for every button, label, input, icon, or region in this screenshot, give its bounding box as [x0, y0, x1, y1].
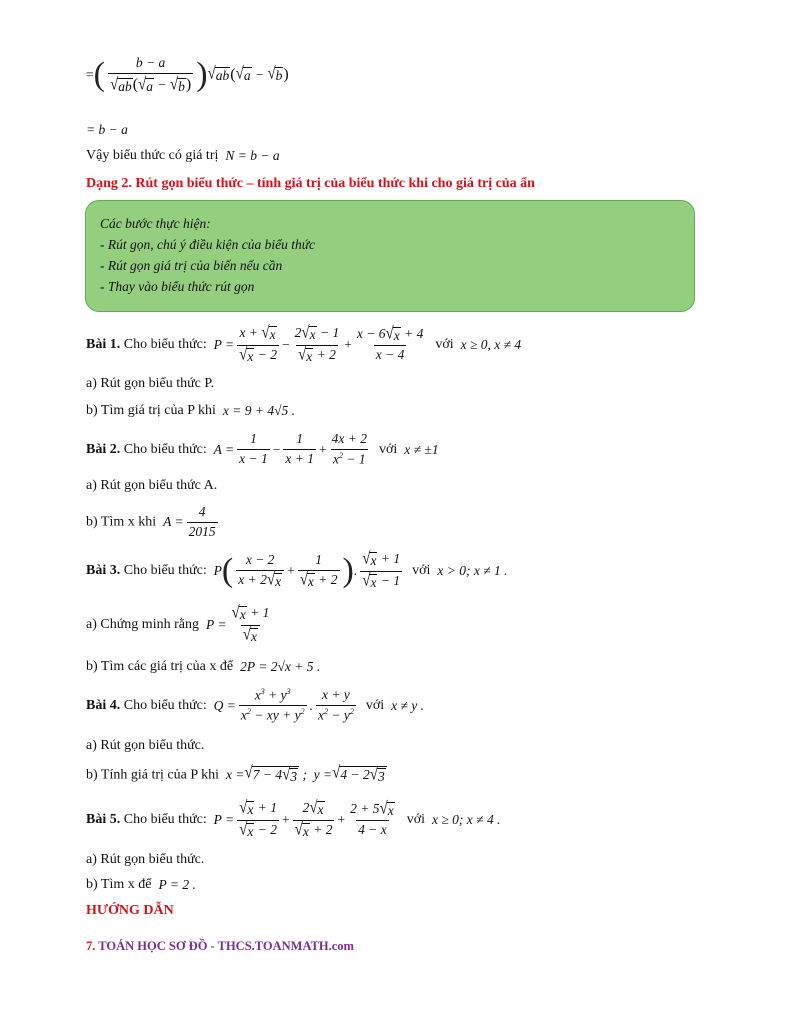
solution-step-1: = ( b − a √ ab ( √ a − √ b ) ) √ ab ( √ a − √ b ) [86, 55, 289, 94]
problem-4-part-a: a) Rút gọn biểu thức. [86, 738, 205, 753]
solution-step-2: = b − a [86, 122, 128, 137]
steps-item: - Rút gọn giá trị của biến nếu cần [100, 258, 283, 273]
steps-box [85, 200, 695, 312]
problem-2-part-a: a) Rút gọn biểu thức A. [86, 478, 218, 493]
problem-3-part-a: a) Chứng minh rằng P = √ x + 1 √ x [86, 603, 270, 644]
problem-4: Bài 4. Cho biểu thức: Q = $x^3 + y^3$ $x^2$ − xy + $y^2$ . x + y $x^2 - y^2$ với x ≠ y . [86, 687, 425, 723]
steps-title: Các bước thực hiện: [100, 216, 211, 231]
steps-item: - Thay vào biểu thức rút gọn [100, 279, 255, 294]
steps-item: - Rút gọn, chú ý điều kiện của biểu thức [100, 237, 316, 252]
problem-5-part-a: a) Rút gọn biểu thức. [86, 852, 205, 867]
problem-4-part-b: b) Tính giá trị của P khi x = √ 7 − 4 √ 3 ; y = √ 4 − 2 √ 3 [86, 763, 385, 785]
problem-3: Bài 3. Cho biểu thức: P ( x − 2 x + 2 √ x + 1 √ x + 2 ) . √ x + 1 √ x − 1 với x > 0; x ≠ 1 . [86, 549, 508, 590]
guide-heading: HƯỚNG DẪN [86, 903, 174, 918]
problem-1: Bài 1. Cho biểu thức: P = x + √ x √ x − 2 − 2 √ x − 1 √ x + 2 + x − 6 √ x + 4 x − 4 với x ≥ 0, x ≠ 4 [86, 323, 522, 364]
page-number: 7. [86, 939, 96, 953]
page-footer [86, 939, 354, 954]
problem-3-part-b: b) Tìm các giá trị của x để 2P = 2√x + 5 . [86, 659, 321, 675]
problem-5: Bài 5. Cho biểu thức: P = √ x + 1 √ x − 2 + 2 √ x √ x + 2 + 2 + 5 √ x 4 − x với x ≥ 0; x ≠ 4 . [86, 798, 501, 839]
problem-2: Bài 2. Cho biểu thức: A = 1 x − 1 − $\frac{1}{x + 1}$ + $\frac{4x + 2}{x^2 - 1}$ với x ≠ ±1 [86, 431, 439, 467]
problem-5-part-b: b) Tìm x để P = 2 . [86, 877, 196, 893]
problem-2-part-b: b) Tìm x khi A = 4 2015 [86, 504, 216, 539]
problem-1-part-a: a) Rút gọn biểu thức P. [86, 376, 215, 391]
problem-1-part-b: b) Tìm giá trị của P khi x = 9 + 4√5 . [86, 403, 295, 419]
section-heading: Dạng 2. Rút gọn biểu thức – tính giá trị của biểu thức khi cho giá trị của ẩn [86, 176, 535, 191]
solution-conclusion: Vậy biểu thức có giá trị N = b − a [86, 148, 280, 164]
footer-site-text: TOÁN HỌC SƠ ĐỒ - THCS.TOANMATH.com [95, 939, 354, 953]
